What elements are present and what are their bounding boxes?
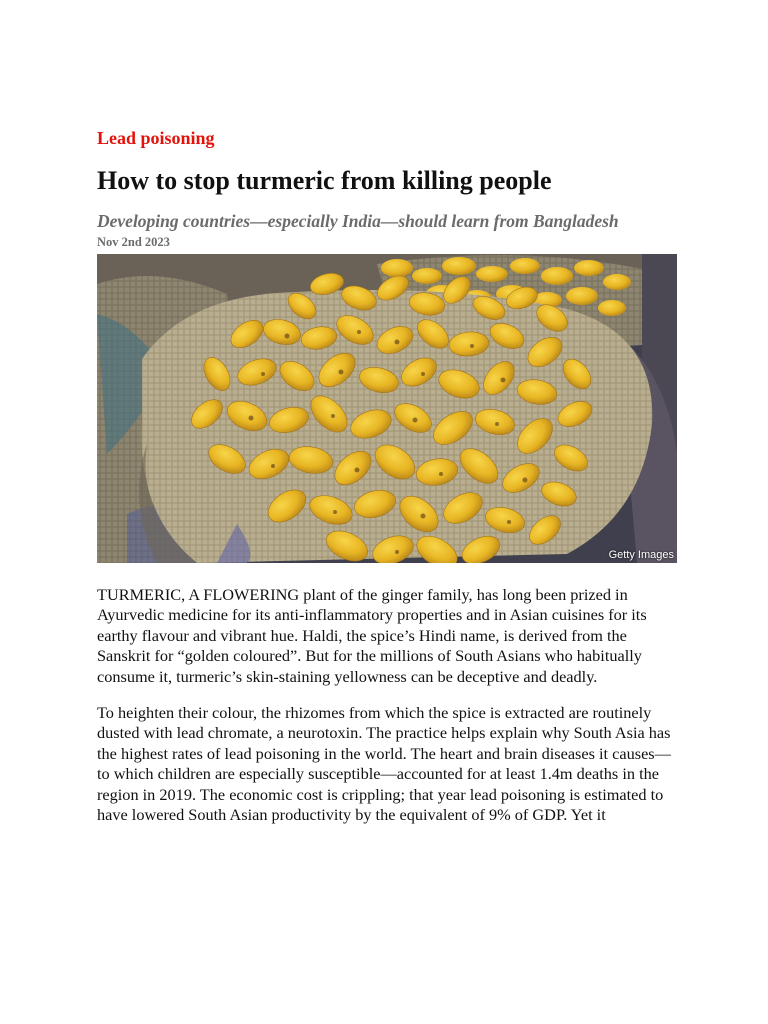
article-standfirst: Developing countries—especially India—should learn from Bangladesh xyxy=(97,211,619,231)
article-date: Nov 2nd 2023 xyxy=(97,235,170,249)
article-paragraph: To heighten their colour, the rhizomes from which the spice is extracted are routinely dusted with lead chromate, a neurotoxin. The practice helps explain why South Asia has the highest rates of lead poisoning in the world. The heart and brain diseases it causes—to which children are especially susceptible—accounted for at least 1.4m deaths in the region in 2019. The economic cost is crippling; that year lead poisoning is estimated to have lowered South Asian productivity by the equivalent of 9% of GDP. Yet it xyxy=(97,703,671,825)
article-headline: How to stop turmeric from killing people xyxy=(97,166,552,195)
article-paragraph: TURMERIC, A FLOWERING plant of the ginger family, has long been prized in Ayurvedic medicine for its anti-inflammatory properties and in Asian cuisines for its earthy flavour and vibrant hue. Haldi, the spice’s Hindi name, is derived from the Sanskrit for “golden coloured”. But for the millions of South Asians who habitually consume it, turmeric’s skin-staining yellowness can be deceptive and deadly. xyxy=(97,585,647,686)
turmeric-photo xyxy=(97,254,677,563)
section-kicker[interactable]: Lead poisoning xyxy=(97,128,215,148)
turmeric-photo-illustration xyxy=(97,254,677,563)
photo-credit: Getty Images xyxy=(608,549,674,561)
article-body xyxy=(97,585,682,841)
